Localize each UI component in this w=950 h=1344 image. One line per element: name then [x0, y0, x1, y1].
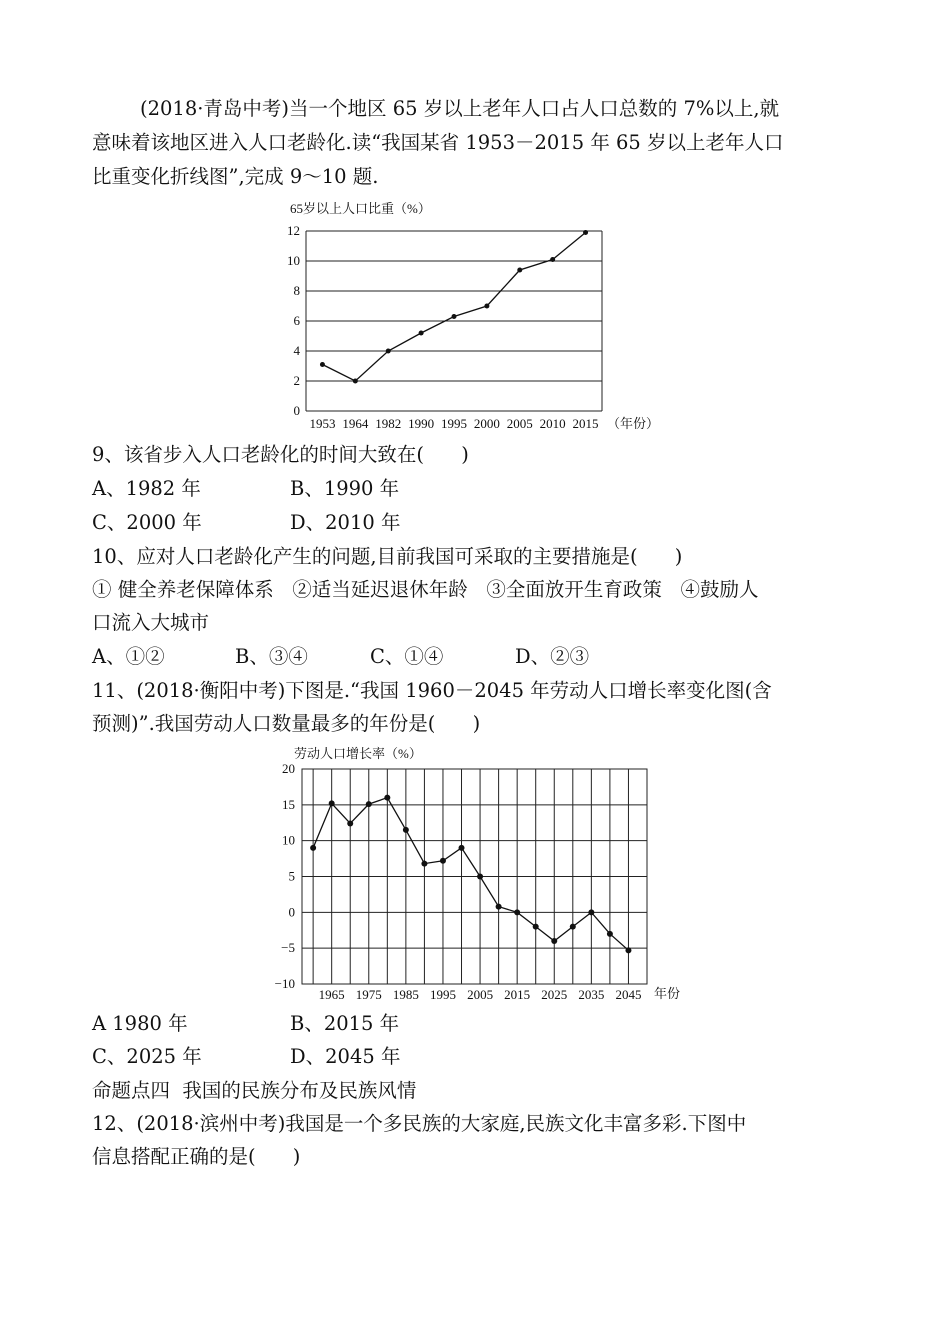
q-intro-line-2: 意味着该地区进入人口老龄化.读“我国某省 1953－2015 年 65 岁以上老年人口 [92, 131, 784, 154]
chart2-ytick-label: 0 [288, 904, 295, 920]
chart2-xtick-label: 2025 [541, 987, 568, 1002]
chart1-xlabel: （年份） [607, 416, 660, 431]
chart2-xlabel: 年份 [654, 986, 681, 1001]
chart2-data-point [588, 909, 594, 915]
q9-option-d[interactable]: D、2010 年 [290, 511, 401, 534]
q10-option-b[interactable]: B、③④ [235, 645, 308, 668]
chart2-data-point [366, 801, 372, 807]
chart1-xtick-label: 1982 [375, 416, 402, 431]
chart2-data-point [607, 931, 613, 937]
chart2-data-point [421, 861, 427, 867]
chart1-data-point [484, 304, 489, 309]
labor-growth-line-chart [265, 740, 695, 1008]
chart2-data-point [570, 924, 576, 930]
chart2-ytick-label: −10 [274, 976, 295, 991]
q11-option-d[interactable]: D、2045 年 [290, 1045, 401, 1068]
q11-option-a[interactable]: A 1980 年 [92, 1012, 188, 1035]
chart1-ytick-label: 8 [293, 283, 300, 298]
chart2-data-point [496, 904, 502, 910]
chart2-xtick-label: 1985 [392, 987, 419, 1002]
chart1-xtick-label: 1990 [408, 416, 435, 431]
chart2-xtick-label: 2015 [504, 987, 531, 1002]
chart1-xtick-label: 2000 [473, 416, 500, 431]
q9-option-c[interactable]: C、2000 年 [92, 511, 202, 534]
chart1-ytick-label: 4 [293, 343, 300, 358]
q10-option-a[interactable]: A、①② [92, 645, 165, 668]
q9-option-a[interactable]: A、1982 年 [92, 477, 201, 500]
chart2-ytick-label: 5 [288, 868, 295, 884]
chart2-title: 劳动人口增长率（%） [294, 746, 422, 761]
chart1-series-line [322, 233, 585, 382]
chart2-xtick-label: 2005 [467, 987, 494, 1002]
chart2-data-point [477, 874, 483, 880]
chart2-ytick-label: 20 [282, 761, 295, 776]
chart1-title: 65岁以上人口比重（%） [290, 201, 431, 216]
q11-stem-line-1: 11、(2018·衡阳中考)下图是.“我国 1960－2045 年劳动人口增长率变化图(含 [92, 679, 772, 702]
chart1-xtick-label: 1964 [342, 416, 369, 431]
q11-option-b[interactable]: B、2015 年 [290, 1012, 400, 1035]
chart2-data-point [625, 947, 631, 953]
q-intro-line-1: (2018·青岛中考)当一个地区 65 岁以上老年人口占人口总数的 7%以上,就 [140, 97, 780, 120]
q11-stem-line-2: 预测)”.我国劳动人口数量最多的年份是( ) [92, 712, 481, 735]
chart2-data-point [403, 827, 409, 833]
q12-stem-line-1: 12、(2018·滨州中考)我国是一个多民族的大家庭,民族文化丰富多彩.下图中 [92, 1112, 747, 1135]
chart1-xtick-label: 1953 [309, 416, 336, 431]
q10-option-c[interactable]: C、①④ [370, 645, 444, 668]
chart1-ytick-label: 2 [293, 373, 300, 388]
chart1-ytick-label: 10 [287, 253, 300, 268]
chart1-ytick-label: 0 [293, 403, 300, 418]
chart1-data-point [320, 362, 325, 367]
chart2-data-point [329, 800, 335, 806]
chart1-data-point [452, 314, 457, 319]
chart2-xtick-label: 1975 [355, 987, 382, 1002]
chart2-data-point [514, 909, 520, 915]
chart2-data-point [310, 845, 316, 851]
chart1-xtick-label: 2015 [572, 416, 599, 431]
chart1-data-point [517, 268, 522, 273]
q9-stem: 9、该省步入人口老龄化的时间大致在( ) [92, 443, 469, 466]
chart2-data-point [440, 858, 446, 864]
q9-option-b[interactable]: B、1990 年 [290, 477, 400, 500]
chart1-data-point [419, 331, 424, 336]
chart2-xtick-label: 1965 [318, 987, 345, 1002]
q-intro-line-3: 比重变化折线图”,完成 9～10 题. [92, 165, 379, 188]
chart1-ytick-label: 6 [293, 313, 300, 328]
chart1-data-point [353, 379, 358, 384]
chart2-xtick-label: 2045 [615, 987, 642, 1002]
chart2-series-line [313, 798, 628, 951]
chart1-data-point [550, 257, 555, 262]
chart2-data-point [347, 820, 353, 826]
q10-items-line-1: ① 健全养老保障体系 ②适当延迟退休年龄 ③全面放开生育政策 ④鼓励人 [92, 578, 759, 601]
chart2-xtick-label: 2035 [578, 987, 605, 1002]
chart1-xtick-label: 2010 [539, 416, 566, 431]
chart2-data-point [384, 795, 390, 801]
elderly-ratio-line-chart [270, 196, 690, 436]
q10-option-d[interactable]: D、②③ [515, 645, 590, 668]
chart2-data-point [459, 845, 465, 851]
chart1-xtick-label: 2005 [506, 416, 533, 431]
chart2-ytick-label: 10 [282, 832, 295, 848]
q10-stem: 10、应对人口老龄化产生的问题,目前我国可采取的主要措施是( ) [92, 545, 683, 568]
chart1-data-point [583, 230, 588, 235]
chart1-ytick-label: 12 [287, 223, 300, 238]
chart1-data-point [386, 349, 391, 354]
chart2-xtick-label: 1995 [429, 987, 456, 1002]
q11-option-c[interactable]: C、2025 年 [92, 1045, 202, 1068]
chart2-data-point [551, 938, 557, 944]
chart1-xtick-label: 1995 [441, 416, 467, 431]
chart2-data-point [533, 924, 539, 930]
section-title: 命题点四 我国的民族分布及民族风情 [92, 1079, 417, 1102]
q12-stem-line-2: 信息搭配正确的是( ) [92, 1145, 301, 1168]
chart2-ytick-label: −5 [281, 940, 295, 956]
chart2-ytick-label: 15 [282, 796, 295, 812]
q10-items-line-2: 口流入大城市 [92, 611, 210, 634]
